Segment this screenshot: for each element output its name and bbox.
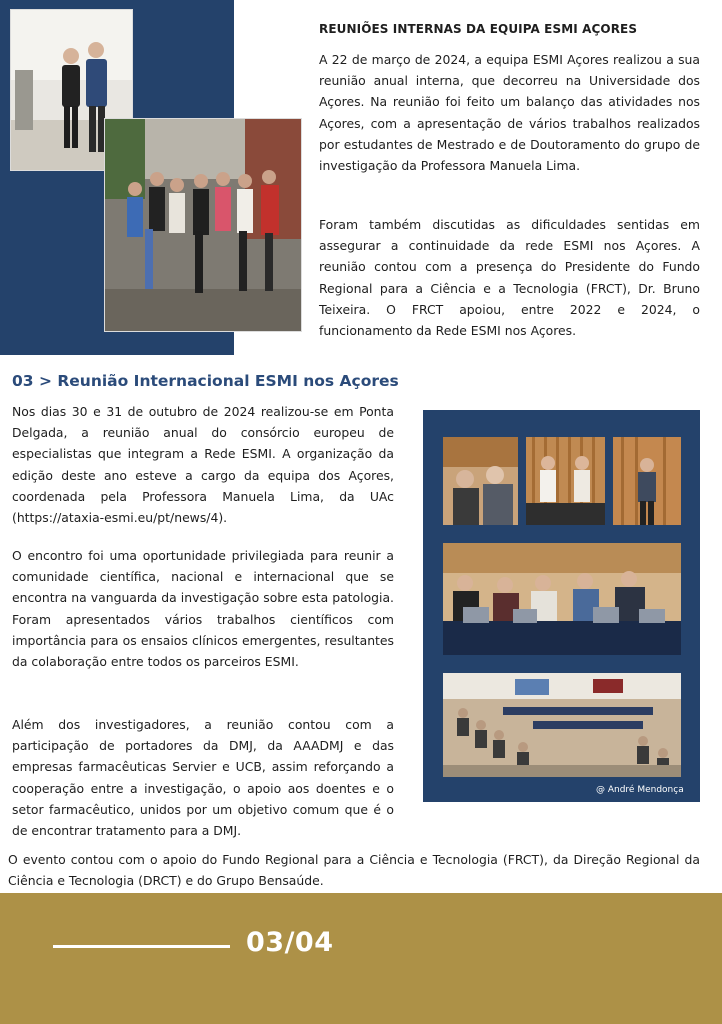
footer-divider-line [53,945,230,948]
internal-meeting-paragraph-1: A 22 de março de 2024, a equipa ESMI Açores realizou a sua reunião anual interna, que decorreu na Universidade dos Açores. Na reunião foi feito um balanço das atividades nos Açores, com a apresentação de vários trabalhos realizados por estudantes de Mestrado e de Doutoramento do grupo de investigação da Professora Manuela Lima. [319,52,700,174]
international-meeting-paragraph-4: O evento contou com o apoio do Fundo Regional para a Ciência e Tecnologia (FRCT), da Direção Regional da Ciência e Tecnologia (DRCT) e do Grupo Bensaúde. [8,852,700,889]
photo-presenter [613,437,681,525]
page-number: 03/04 [246,927,334,958]
photo-meeting-table [443,543,681,655]
photo-group-stairs [104,118,302,332]
international-meeting-paragraph-3: Além dos investigadores, a reunião contou com a participação de portadores da DMJ, da AAADMJ e das empresas farmacêuticas Servier e UCB, assim reforçando a cooperação entre a investigação, o apoio aos doentes e o setor farmacêutico, unidos por um objetivo comum que é o de encontrar tratamento para a DMJ. [12,717,394,839]
internal-meeting-paragraph-2: Foram também discutidas as dificuldades sentidas em assegurar a continuidade da rede ESMI nos Açores. A reunião contou com a presença do Presidente do Fundo Regional para a Ciência e a Tecnologia (FRCT), Dr. Bruno Teixeira. O FRCT apoiou, entre 2022 e 2024, o funcionamento da Rede ESMI nos Açores. [319,217,700,339]
photo-speakers [526,437,605,525]
photo-audience [443,437,518,525]
photo-conference-room [443,673,681,777]
international-meeting-paragraph-1: Nos dias 30 e 31 de outubro de 2024 realizou-se em Ponta Delgada, a reunião anual do consórcio europeu de especialistas que integram a Rede ESMI. A organização da edição deste ano esteve a cargo da equipa dos Açores, coordenada pela Professora Manuela Lima, da UAc (https://ataxia-esmi.eu/pt/news/4). [12,404,394,526]
internal-meetings-heading: REUNIÕES INTERNAS DA EQUIPA ESMI AÇORES [319,22,638,36]
international-meeting-paragraph-2: O encontro foi uma oportunidade privilegiada para reunir a comunidade científica, nacional e internacional que se encontra na vanguarda da investigação sobre esta patologia. Foram apresentados vários trabalhos científicos com importância para os ensaios clínicos emergentes, resultantes da colaboração entre todos os parceiros ESMI. [12,548,394,670]
footer-bar [0,893,722,1024]
section-title: 03 > Reunião Internacional ESMI nos Açores [12,372,399,390]
photo-credit: @ André Mendonça [596,785,684,795]
